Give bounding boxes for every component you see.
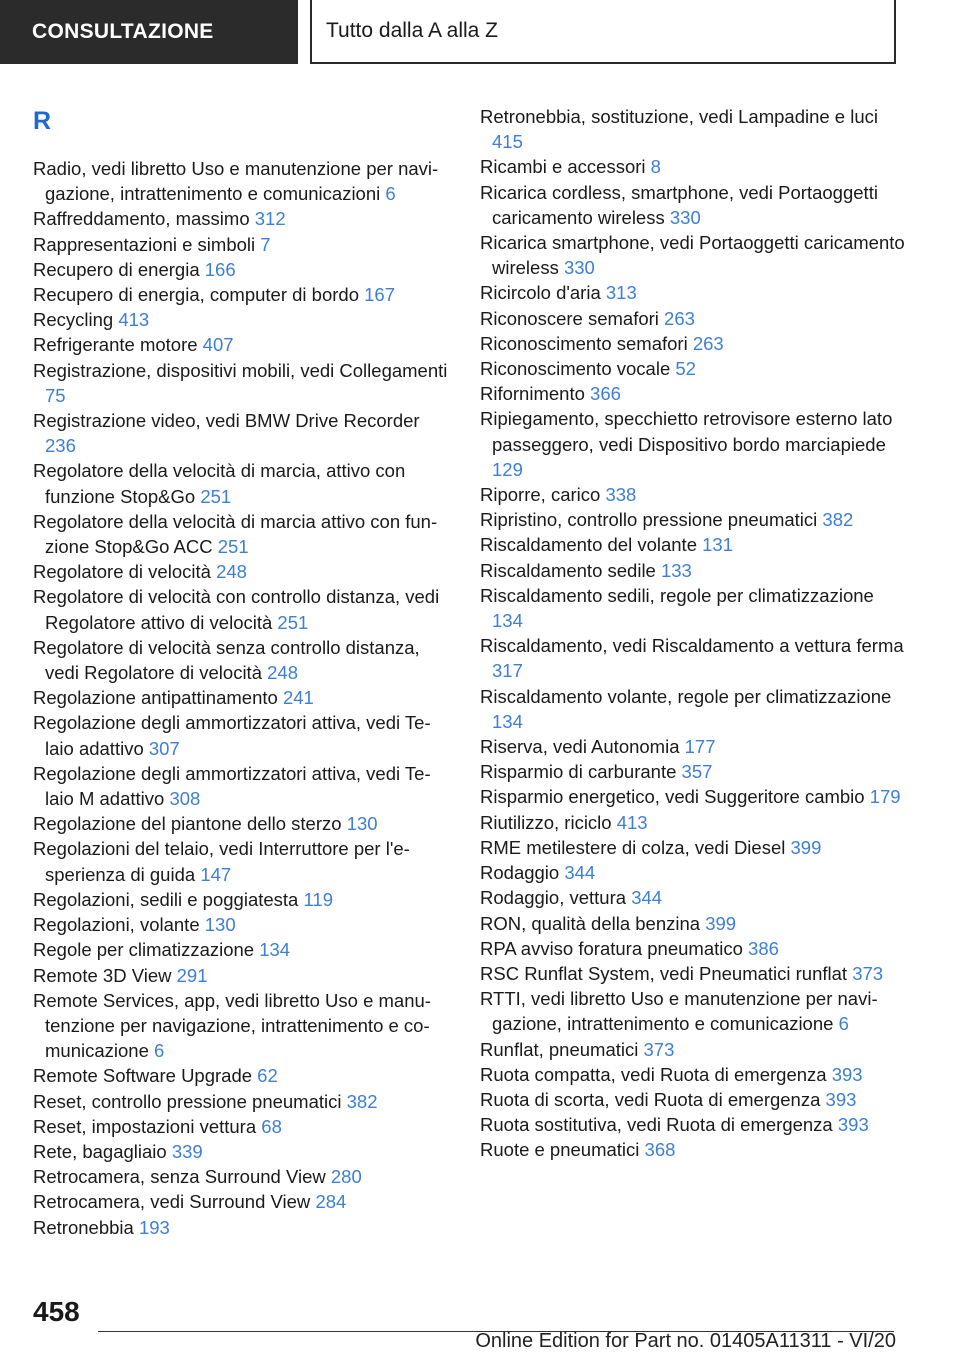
index-entry-text: Ricircolo d'aria — [480, 282, 601, 304]
chapter-title: Tutto dalla A alla Z — [310, 0, 896, 64]
page-reference-link[interactable]: 119 — [303, 888, 333, 910]
index-entry — [33, 559, 453, 584]
index-entry-text: Rappresentazioni e simboli — [33, 233, 256, 255]
index-entry-text: Regolazione degli ammortizzatori attiva, vedi Telaio adattivo — [33, 712, 431, 759]
index-entry-text: Regolazione degli ammortizzatori attiva, vedi Telaio M adattivo — [33, 762, 431, 810]
index-entry-text: Riutilizzo, riciclo — [480, 811, 612, 833]
index-entry-text: Riscaldamento, vedi Riscaldamento a vettura ferma — [480, 635, 904, 657]
index-entry-text: RTTI, vedi libretto Uso e manutenzione per navigazione, intrattenimento e comunicazione — [480, 988, 878, 1035]
index-entry-text: Rodaggio, vettura — [480, 887, 627, 909]
index-entry-text: Regole per climatizzazione — [33, 939, 255, 961]
index-entry — [480, 835, 905, 860]
index-entry-text: Riconoscimento semafori — [480, 332, 688, 354]
page-reference-link[interactable]: 368 — [644, 1139, 676, 1161]
page-reference-link[interactable]: 62 — [257, 1065, 278, 1087]
index-entry — [33, 1063, 453, 1088]
page-reference-link[interactable]: 131 — [702, 534, 734, 556]
index-entry-text: RSC Runflat System, vedi Pneumatici runflat — [480, 962, 848, 984]
index-entry-text: Riscaldamento sedile — [480, 559, 656, 581]
index-entry — [33, 408, 453, 458]
index-entry — [33, 156, 453, 206]
page-reference-link[interactable]: 251 — [200, 485, 232, 507]
page-reference-link[interactable]: 415 — [492, 131, 523, 153]
index-entry — [480, 381, 905, 406]
index-entry-text: Riconoscimento vocale — [480, 358, 671, 380]
page-reference-link[interactable]: 338 — [605, 484, 637, 506]
index-entry — [33, 1164, 453, 1189]
index-entry-text: Ricarica cordless, smartphone, vedi Portaoggetti caricamento wireless — [480, 181, 878, 228]
index-entry — [33, 282, 453, 307]
index-entry-text: Recupero di energia — [33, 258, 200, 280]
index-entry — [480, 784, 905, 809]
index-entry-text: Regolatore di velocità senza controllo distanza, vedi Regolatore di velocità — [33, 636, 420, 684]
page-reference-link[interactable]: 307 — [148, 737, 180, 759]
index-entry-text: Registrazione, dispositivi mobili, vedi Collegamenti — [33, 359, 448, 381]
page-reference-link[interactable]: 413 — [118, 309, 150, 331]
index-entry — [480, 684, 905, 734]
index-entry-text: Recycling — [33, 309, 114, 331]
index-entry — [480, 583, 905, 633]
index-entry — [480, 759, 905, 784]
index-entry — [33, 887, 453, 912]
index-entry — [33, 912, 453, 937]
page-reference-link[interactable]: 193 — [138, 1216, 170, 1238]
index-entry-text: Runflat, pneumatici — [480, 1038, 639, 1060]
index-entry-text: Raffreddamento, massimo — [33, 208, 250, 230]
index-entry — [33, 685, 453, 710]
index-entry — [33, 232, 453, 257]
index-entry-text: Rete, bagagliaio — [33, 1140, 167, 1162]
page-reference-link[interactable]: 241 — [282, 687, 314, 709]
index-entry — [480, 1037, 905, 1062]
index-entry-text: RME metilestere di colza, vedi Diesel — [480, 836, 786, 858]
page-reference-link[interactable]: 382 — [346, 1090, 378, 1112]
page-reference-link[interactable]: 373 — [643, 1038, 675, 1060]
index-entry-text: Retrocamera, vedi Surround View — [33, 1191, 311, 1213]
index-entry — [33, 1114, 453, 1139]
index-entry — [480, 507, 905, 532]
index-entry-text: Ricarica smartphone, vedi Portaoggetti caricamento wireless — [480, 232, 905, 279]
index-entry — [480, 406, 905, 482]
index-entry-text: Ruota sostitutiva, vedi Ruota di emergenza — [480, 1114, 833, 1136]
index-entry-text: RPA avviso foratura pneumatico — [480, 937, 743, 959]
page-reference-link[interactable]: 330 — [669, 206, 701, 228]
index-entry-text: Ricambi e accessori — [480, 156, 646, 178]
index-entry — [480, 154, 905, 179]
page-header — [0, 0, 960, 66]
index-entry — [480, 1137, 905, 1162]
page-reference-link[interactable]: 251 — [277, 611, 309, 633]
index-entry-text: Regolazione antipattinamento — [33, 687, 278, 709]
footer-edition: Online Edition for Part no. 01405A11311 - VI/20 — [475, 1330, 896, 1352]
index-entry-text: Recupero di energia, computer di bordo — [33, 284, 359, 306]
index-entry-text: Reset, controllo pressione pneumatici — [33, 1090, 342, 1112]
index-entry — [33, 988, 453, 1064]
index-entry-text: Rifornimento — [480, 383, 585, 405]
index-entry — [480, 936, 905, 961]
page-reference-link[interactable]: 366 — [590, 383, 621, 405]
index-entry — [480, 961, 905, 986]
page-number: 458 — [33, 1296, 80, 1327]
index-entry-text: Retrocamera, senza Surround View — [33, 1166, 326, 1188]
page-reference-link[interactable]: 248 — [216, 561, 247, 583]
index-entry — [480, 356, 905, 381]
index-entry — [480, 1112, 905, 1137]
page-reference-link[interactable]: 413 — [616, 811, 648, 833]
index-entry — [480, 810, 905, 835]
page-reference-link[interactable]: 179 — [869, 786, 901, 808]
index-entry — [33, 332, 453, 357]
page-reference-link[interactable]: 236 — [45, 435, 76, 457]
page-reference-link[interactable]: 130 — [204, 914, 236, 936]
page-reference-link[interactable]: 7 — [260, 233, 271, 255]
index-entry — [33, 836, 453, 886]
page-reference-link[interactable]: 317 — [492, 660, 523, 682]
index-entry-text: Regolatore di velocità con controllo distanza, vedi Regolatore attivo di velocità — [33, 586, 440, 633]
page-reference-link[interactable]: 312 — [254, 208, 286, 230]
index-entry — [480, 532, 905, 557]
index-entry-text: Regolazioni del telaio, vedi Interruttore per l'esperienza di guida — [33, 838, 410, 885]
page-reference-link[interactable]: 399 — [790, 836, 822, 858]
page-reference-link[interactable]: 248 — [267, 662, 299, 684]
index-entry — [480, 1087, 905, 1112]
page-reference-link[interactable]: 339 — [171, 1140, 203, 1162]
index-entry — [33, 811, 453, 836]
page-reference-link[interactable]: 393 — [837, 1114, 869, 1136]
index-entry — [33, 635, 453, 685]
page-reference-link[interactable]: 134 — [492, 710, 523, 732]
index-entry — [480, 734, 905, 759]
index-entry — [33, 937, 453, 962]
page-reference-link[interactable]: 386 — [748, 937, 779, 959]
index-entry — [480, 633, 905, 683]
page-reference-link[interactable]: 177 — [684, 736, 716, 758]
index-entry-text: Risparmio di carburante — [480, 761, 677, 783]
index-entry — [480, 180, 905, 230]
index-entry-text: Risparmio energetico, vedi Suggeritore cambio — [480, 786, 865, 808]
page-reference-link[interactable]: 147 — [200, 863, 232, 885]
page-reference-link[interactable]: 263 — [692, 332, 724, 354]
index-entry-text: Retronebbia, sostituzione, vedi Lampadine e luci — [480, 106, 878, 127]
page-reference-link[interactable]: 399 — [705, 912, 737, 934]
index-entry — [33, 1189, 453, 1214]
index-entry-text: Regolazioni, volante — [33, 914, 200, 936]
page-reference-link[interactable]: 251 — [217, 536, 249, 558]
page-reference-link[interactable]: 308 — [169, 788, 201, 810]
page-reference-link[interactable]: 357 — [681, 761, 713, 783]
page-reference-link[interactable]: 166 — [204, 258, 236, 280]
page-reference-link[interactable]: 382 — [822, 509, 854, 531]
page-reference-link[interactable]: 6 — [838, 1013, 849, 1035]
page-reference-link[interactable]: 129 — [492, 458, 523, 480]
page-reference-link[interactable]: 167 — [364, 284, 396, 306]
page-reference-link[interactable]: 393 — [831, 1063, 863, 1085]
index-entry-text: Regolatore della velocità di marcia attivo con funzione Stop&Go ACC — [33, 510, 438, 558]
index-entry — [33, 1089, 453, 1114]
index-entry-text: Remote 3D View — [33, 964, 172, 986]
index-entry-text: Riporre, carico — [480, 484, 601, 506]
index-entry-text: Regolazione del piantone dello sterzo — [33, 813, 342, 835]
index-letter: R — [33, 107, 52, 135]
index-entry-text: Registrazione video, vedi BMW Drive Recorder — [33, 410, 420, 432]
index-entry-text: Reset, impostazioni vettura — [33, 1115, 257, 1137]
index-entry-text: Riscaldamento volante, regole per climatizzazione — [480, 685, 892, 707]
index-entry — [33, 761, 453, 811]
index-entry-text: Radio, vedi libretto Uso e manutenzione per navigazione, intrattenimento e comunicazioni — [33, 158, 439, 205]
index-entry — [33, 358, 453, 408]
page-reference-link[interactable]: 8 — [650, 156, 661, 178]
index-entry — [480, 280, 905, 305]
index-entry-text: Ripiegamento, specchietto retrovisore esterno lato passeggero, vedi Dispositivo bordo marciapiede — [480, 408, 893, 455]
index-entry — [33, 509, 453, 559]
section-tab: CONSULTAZIONE — [0, 0, 298, 64]
page-reference-link[interactable]: 68 — [261, 1115, 282, 1137]
index-entry-text: Refrigerante motore — [33, 334, 198, 356]
page-reference-link[interactable]: 52 — [675, 358, 696, 380]
page-reference-link[interactable]: 134 — [259, 939, 291, 961]
index-entry-text: Regolazioni, sedili e poggiatesta — [33, 888, 299, 910]
page-reference-link[interactable]: 407 — [202, 334, 234, 356]
index-entry — [33, 584, 453, 634]
index-entry — [480, 482, 905, 507]
index-entry-text: Riscaldamento del volante — [480, 534, 697, 556]
page-reference-link[interactable]: 130 — [346, 813, 378, 835]
index-entry-text: Ruota compatta, vedi Ruota di emergenza — [480, 1063, 827, 1085]
index-entry-text: Riconoscere semafori — [480, 307, 659, 329]
index-entry-text: RON, qualità della benzina — [480, 912, 701, 934]
index-entry — [480, 331, 905, 356]
page-reference-link[interactable]: 133 — [660, 559, 692, 581]
index-entry — [33, 458, 453, 508]
index-entry — [480, 230, 905, 280]
index-entry — [33, 963, 453, 988]
index-entry — [480, 860, 905, 885]
index-entry — [33, 206, 453, 231]
index-entry — [480, 306, 905, 331]
index-entry — [480, 1062, 905, 1087]
index-entry-text: Regolatore della velocità di marcia, attivo con funzione Stop&Go — [33, 460, 406, 507]
index-entry-text: Ruote e pneumatici — [480, 1139, 640, 1161]
index-list-left — [33, 156, 453, 1240]
page-reference-link[interactable]: 75 — [45, 384, 66, 406]
page-reference-link[interactable]: 284 — [315, 1191, 347, 1213]
page-reference-link[interactable]: 263 — [664, 307, 695, 329]
index-entry — [33, 307, 453, 332]
index-entry-text: Remote Software Upgrade — [33, 1065, 253, 1087]
index-entry — [480, 104, 905, 154]
index-entry — [480, 558, 905, 583]
page-reference-link[interactable]: 280 — [330, 1166, 362, 1188]
page-reference-link[interactable]: 330 — [563, 257, 595, 279]
page-reference-link[interactable]: 6 — [154, 1040, 165, 1062]
index-entry-text: Ripristino, controllo pressione pneumatici — [480, 509, 818, 531]
index-entry — [480, 911, 905, 936]
index-entry — [33, 710, 453, 760]
index-entry — [33, 257, 453, 282]
index-entry — [33, 1139, 453, 1164]
index-entry-text: Ruota di scorta, vedi Ruota di emergenza — [480, 1088, 821, 1110]
page-reference-link[interactable]: 291 — [176, 964, 208, 986]
index-column-left — [33, 104, 453, 1240]
index-entry — [480, 885, 905, 910]
index-entry-text: Riscaldamento sedili, regole per climatizzazione — [480, 584, 874, 606]
page-reference-link[interactable]: 6 — [385, 183, 396, 205]
index-entry-text: Riserva, vedi Autonomia — [480, 736, 680, 758]
page-reference-link[interactable]: 373 — [852, 962, 884, 984]
index-entry-text: Remote Services, app, vedi libretto Uso e manutenzione per navigazione, intrattenimento e comunicazione — [33, 989, 431, 1062]
page-reference-link[interactable]: 344 — [631, 887, 663, 909]
index-column-right — [480, 104, 905, 1163]
page-reference-link[interactable]: 344 — [564, 862, 596, 884]
index-list-right — [480, 104, 905, 1163]
index-entry-text: Rodaggio — [480, 862, 560, 884]
index-entry — [33, 1215, 453, 1240]
page-reference-link[interactable]: 313 — [605, 282, 637, 304]
index-entry — [480, 986, 905, 1036]
index-entry-text: Regolatore di velocità — [33, 561, 211, 583]
page-reference-link[interactable]: 393 — [825, 1088, 857, 1110]
page-reference-link[interactable]: 134 — [492, 610, 523, 632]
index-entry-text: Retronebbia — [33, 1216, 134, 1238]
